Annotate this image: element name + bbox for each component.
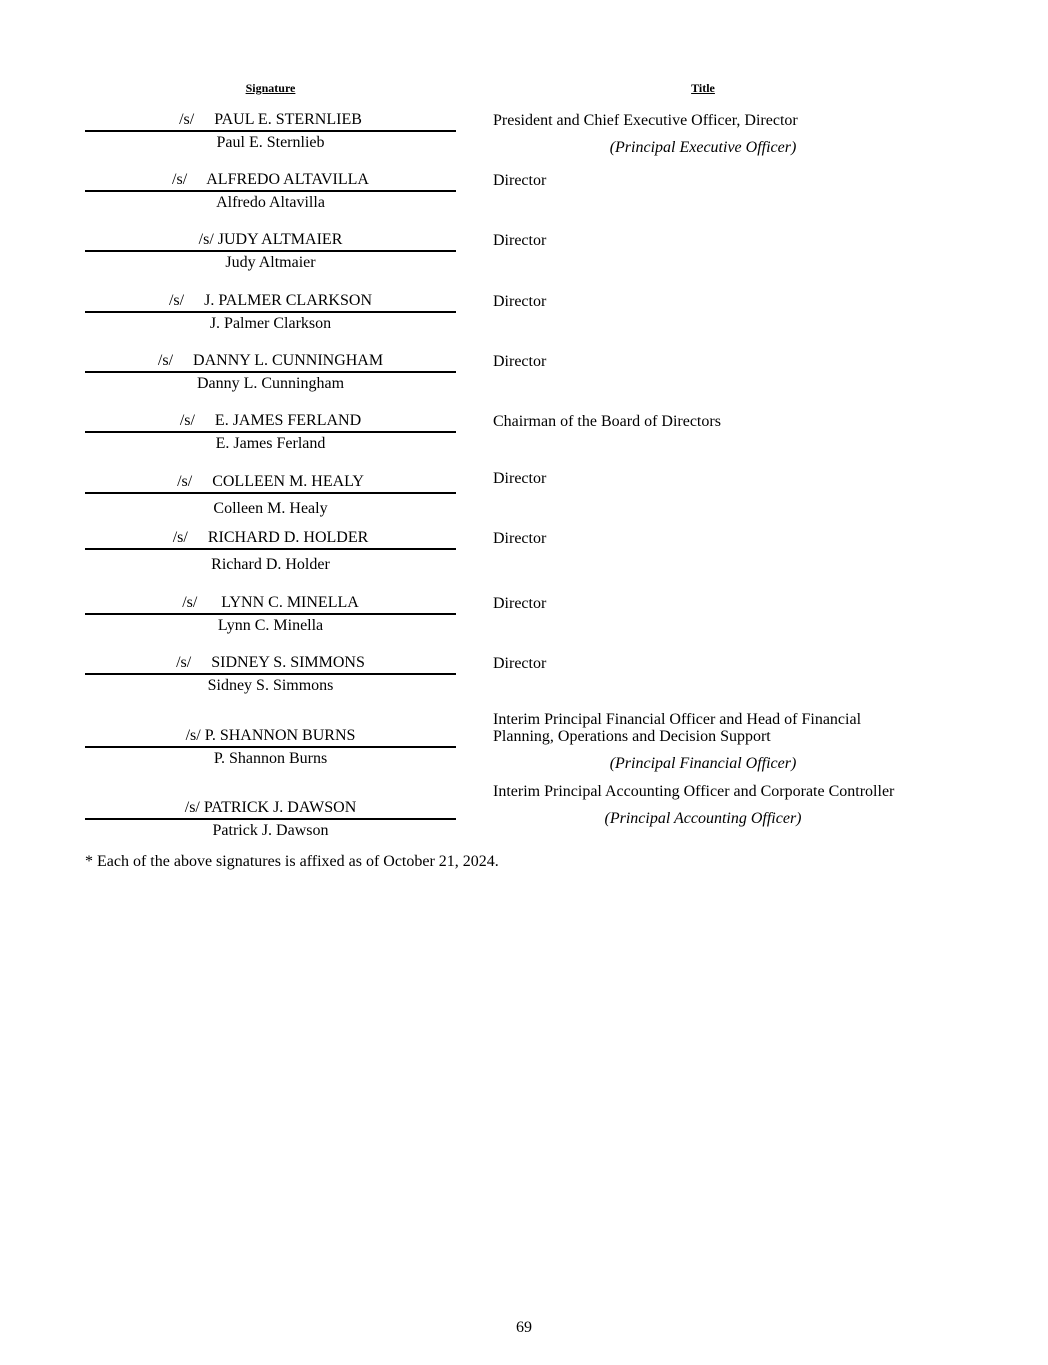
signer-title bbox=[493, 172, 913, 189]
printed-name: Paul E. Sternlieb bbox=[216, 134, 325, 151]
signature-line: /s/ E. JAMES FERLAND bbox=[85, 411, 456, 433]
signature-line: /s/ PATRICK J. DAWSON bbox=[85, 798, 456, 820]
printed-name: Lynn C. Minella bbox=[217, 617, 324, 634]
printed-name: Danny L. Cunningham bbox=[196, 375, 345, 392]
signature-line: /s/ DANNY L. CUNNINGHAM bbox=[85, 351, 456, 373]
printed-name: J. Palmer Clarkson bbox=[209, 315, 332, 332]
officer-role: (Principal Financial Officer) bbox=[609, 755, 797, 772]
signer-title bbox=[493, 655, 913, 672]
title-text: President and Chief Executive Officer, Director bbox=[493, 112, 798, 129]
signature-line: /s/ P. SHANNON BURNS bbox=[85, 726, 456, 748]
printed-name: Richard D. Holder bbox=[211, 556, 330, 573]
signer-title bbox=[493, 353, 913, 370]
signer-title bbox=[493, 470, 913, 487]
title-text: Chairman of the Board of Directors bbox=[493, 413, 721, 430]
signature-line: /s/ PAUL E. STERNLIEB bbox=[85, 110, 456, 132]
signature-line: /s/ SIDNEY S. SIMMONS bbox=[85, 653, 456, 675]
printed-name: Sidney S. Simmons bbox=[207, 677, 334, 694]
signer-title bbox=[493, 530, 913, 547]
title-text: Interim Principal Accounting Officer and Corporate Controller bbox=[493, 783, 895, 800]
printed-name: Colleen M. Healy bbox=[213, 500, 328, 517]
title-text: Director bbox=[493, 353, 547, 370]
signer-title bbox=[493, 783, 913, 827]
signature-line: /s/ COLLEEN M. HEALY bbox=[85, 472, 456, 494]
signer-title bbox=[493, 232, 913, 249]
signer-title bbox=[493, 293, 913, 310]
title-column-header: Title bbox=[691, 81, 715, 95]
officer-role: (Principal Executive Officer) bbox=[609, 139, 797, 156]
title-text: Director bbox=[493, 232, 547, 249]
printed-name: Alfredo Altavilla bbox=[216, 194, 325, 211]
printed-name: Judy Altmaier bbox=[225, 254, 316, 271]
title-text: Director bbox=[493, 470, 547, 487]
page-number: 69 bbox=[516, 1319, 532, 1336]
signature-line: /s/ JUDY ALTMAIER bbox=[85, 230, 456, 252]
signer-title bbox=[493, 112, 913, 156]
signature-line: /s/ LYNN C. MINELLA bbox=[85, 593, 456, 615]
signer-title bbox=[493, 711, 913, 772]
title-text: Director bbox=[493, 595, 547, 612]
title-text: Interim Principal Financial Officer and Head of Financial Planning, Operations and Decision Support bbox=[493, 711, 862, 745]
title-text: Director bbox=[493, 293, 547, 310]
printed-name: P. Shannon Burns bbox=[213, 750, 328, 767]
officer-role: (Principal Accounting Officer) bbox=[604, 810, 802, 827]
signature-line: /s/ RICHARD D. HOLDER bbox=[85, 528, 456, 550]
title-text: Director bbox=[493, 655, 547, 672]
printed-name: E. James Ferland bbox=[215, 435, 326, 452]
title-text: Director bbox=[493, 172, 547, 189]
signature-line: /s/ J. PALMER CLARKSON bbox=[85, 291, 456, 313]
signature-date-footnote: * Each of the above signatures is affixed as of October 21, 2024. bbox=[85, 853, 499, 870]
signer-title bbox=[493, 413, 913, 430]
title-text: Director bbox=[493, 530, 547, 547]
signer-title bbox=[493, 595, 913, 612]
signature-line: /s/ ALFREDO ALTAVILLA bbox=[85, 170, 456, 192]
printed-name: Patrick J. Dawson bbox=[212, 822, 329, 839]
signature-column-header: Signature bbox=[245, 81, 296, 95]
